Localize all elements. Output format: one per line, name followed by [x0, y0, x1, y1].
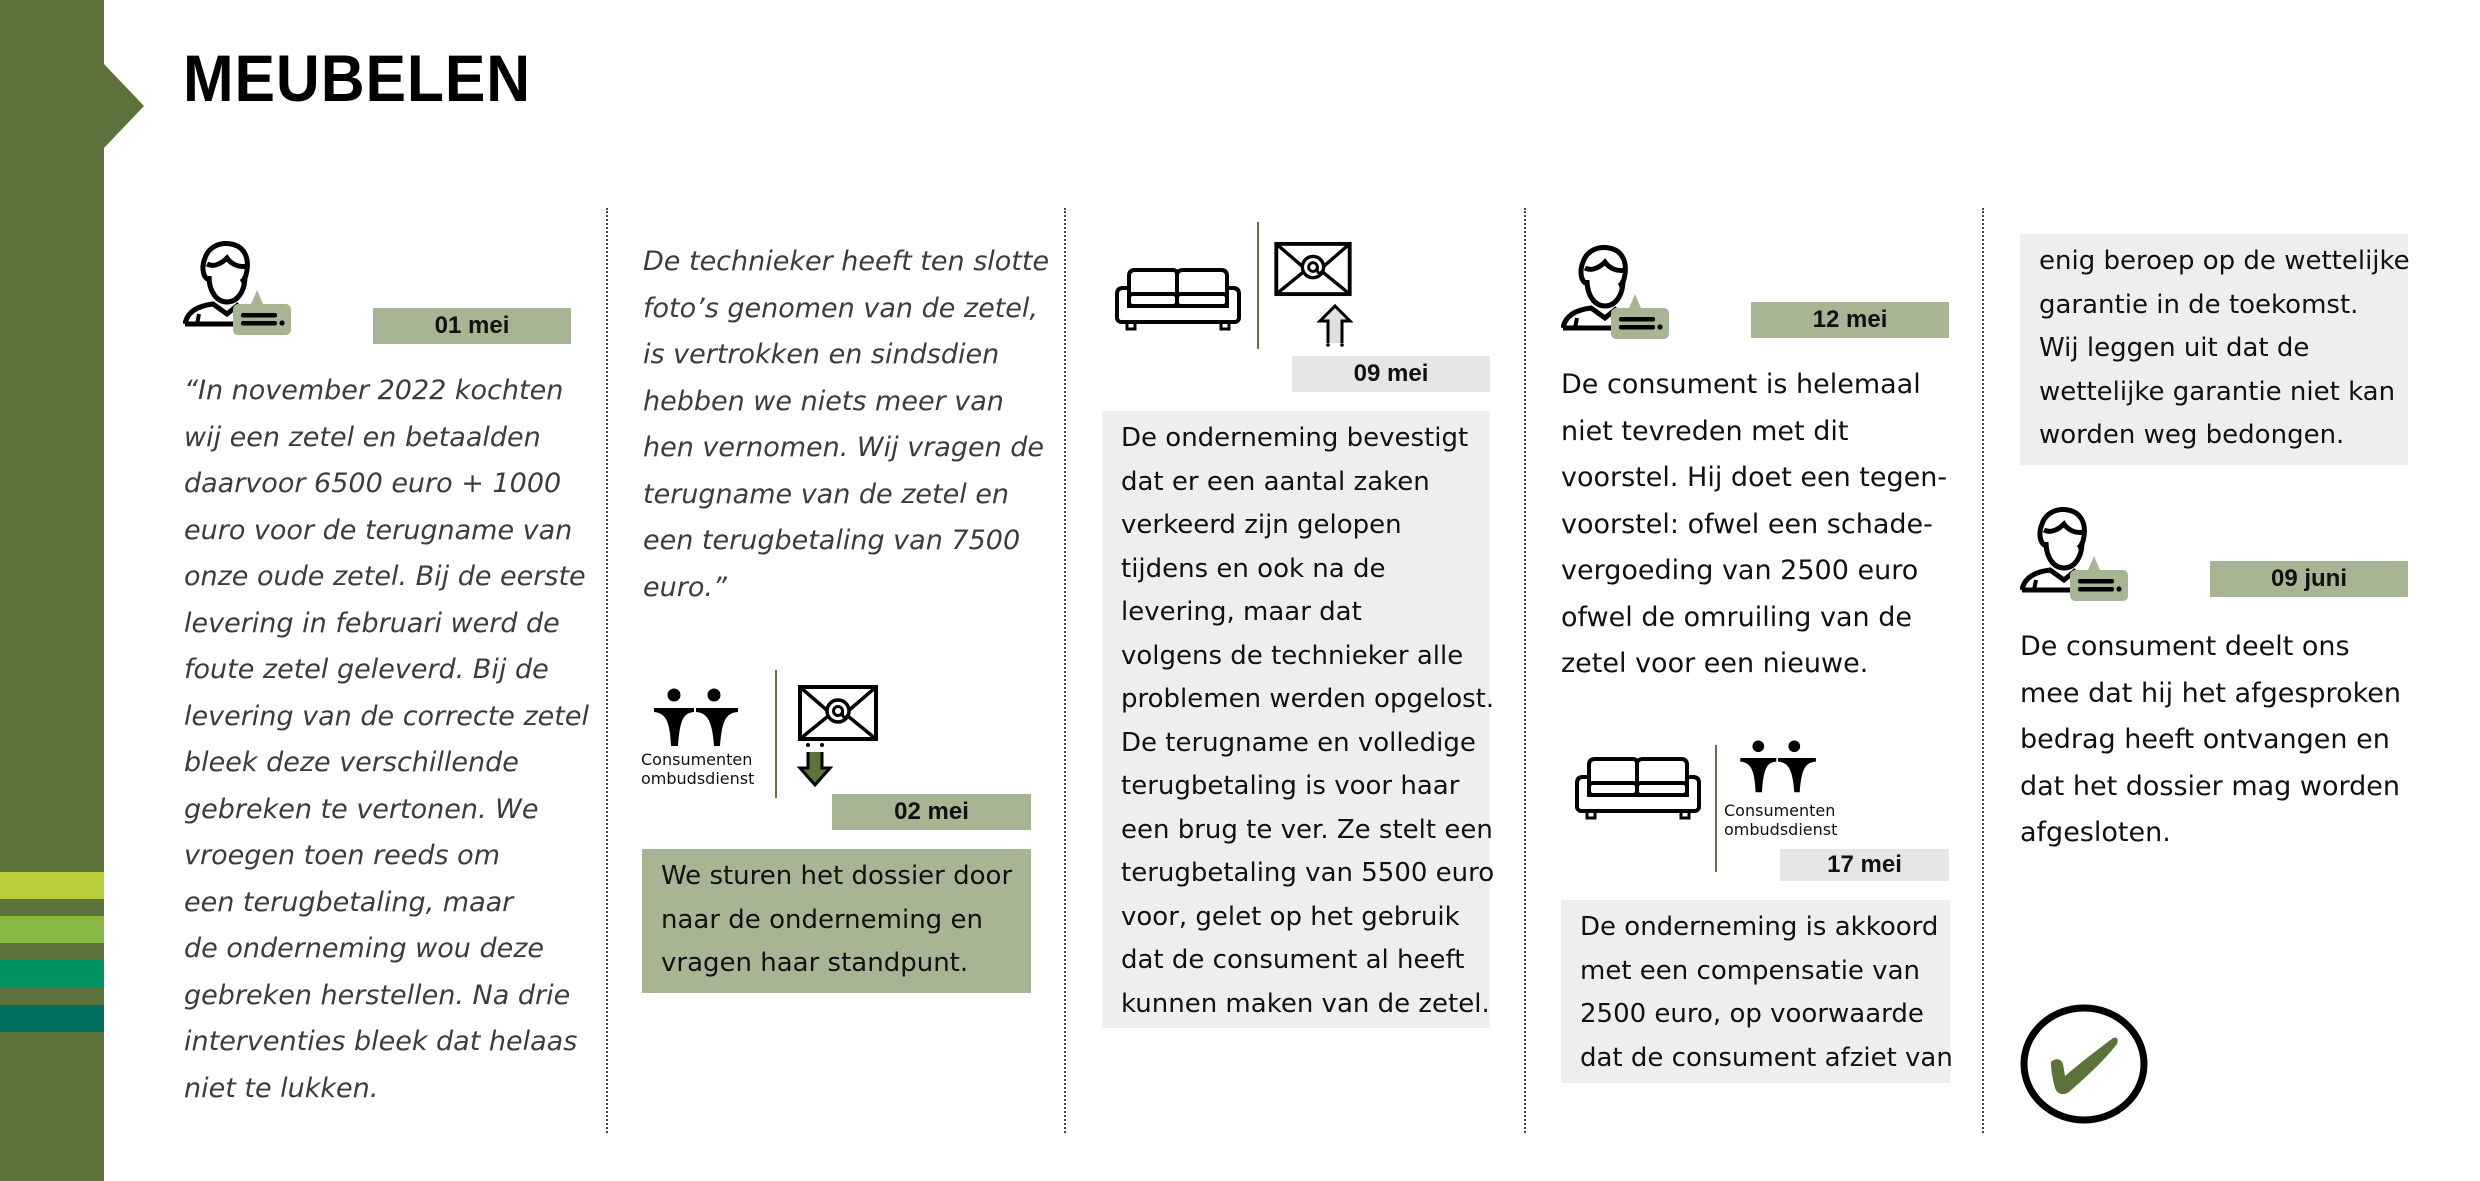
column-divider [1064, 208, 1066, 1133]
date-badge: 02 mei [832, 794, 1031, 830]
text-line: bedrag heeft ontvangen en [2020, 724, 2390, 755]
text-line: wettelijke garantie niet kan [2039, 376, 2396, 407]
text-line: terugbetaling is voor haar [1121, 771, 1460, 801]
text-line: naar de onderneming en [661, 904, 983, 935]
consumer-quote-continued [643, 239, 1049, 611]
logo-line: ombudsdienst [641, 769, 755, 788]
text-line: kunnen maken van de zetel. [1121, 988, 1490, 1019]
column-divider [1524, 208, 1526, 1133]
sidebar-band [0, 0, 104, 1181]
text-line: afgesloten. [2020, 817, 2171, 848]
text-line: 2500 euro, op voorwaarde [1580, 999, 1924, 1029]
logo-line: ombudsdienst [1724, 820, 1838, 839]
text-line: hen vernomen. Wij vragen de [643, 432, 1045, 463]
text-line: We sturen het dossier door [661, 861, 1013, 891]
sofa-icon [1573, 755, 1703, 821]
text-line: terugname van de zetel en [643, 478, 1010, 510]
text-line: hebben we niets meer van [643, 385, 1004, 417]
text-line: dat het dossier mag worden [2020, 770, 2400, 802]
text-line: dat er een aantal zaken [1121, 466, 1430, 497]
text-line: met een compensatie van [1580, 955, 1920, 986]
check-circle-icon [2019, 1000, 2149, 1130]
person-speech-icon [1561, 244, 1671, 340]
text-line: interventies bleek dat helaas [184, 1026, 578, 1057]
text-line: wij een zetel en betaalden [184, 421, 541, 453]
text-line: niet tevreden met dit [1561, 415, 1849, 447]
text-line: is vertrokken en sindsdien [643, 339, 1000, 370]
ombudsdienst-logo-icon [652, 688, 742, 748]
onderneming-agreement-continued [2020, 234, 2408, 465]
consumer-counterproposal [1561, 362, 1947, 688]
text-line: tijdens en ook na de [1121, 553, 1386, 584]
text-line: foto’s genomen van de zetel, [643, 292, 1038, 324]
column-divider [606, 208, 608, 1133]
title-arrow-marker [104, 64, 144, 148]
text-line: De onderneming bevestigt [1121, 423, 1469, 453]
text-line: een terugbetaling van 7500 [643, 525, 1021, 556]
date-badge: 01 mei [373, 308, 571, 344]
text-line: daarvoor 6500 euro + 1000 [184, 468, 562, 499]
page-title: MEUBELEN [183, 41, 532, 115]
text-line: onze oude zetel. Bij de eerste [184, 561, 586, 592]
text-line: de onderneming wou deze [184, 933, 545, 964]
text-line: vergoeding van 2500 euro [1561, 555, 1919, 586]
arrow-down-icon [797, 742, 833, 788]
text-line: bleek deze verschillende [184, 747, 519, 778]
sidebar-stripe-2 [0, 916, 104, 943]
date-badge: 17 mei [1780, 849, 1949, 881]
logo-line: Consumenten [1724, 801, 1836, 820]
sidebar-stripe-4 [0, 1005, 104, 1032]
text-line: niet te lukken. [184, 1072, 379, 1104]
text-line: vroegen toen reeds om [184, 840, 500, 871]
ombudsdienst-logo-icon [1734, 740, 1824, 794]
text-line: ofwel de omruiling van de [1561, 601, 1912, 633]
text-line: levering van de correcte zetel [184, 700, 589, 732]
text-line: verkeerd zijn gelopen [1121, 510, 1402, 540]
icon-separator [1715, 745, 1717, 872]
ombudsdienst-logo-text [1724, 801, 1837, 839]
sofa-icon [1113, 266, 1243, 332]
icon-separator [1257, 222, 1259, 349]
ombudsdienst-message [642, 849, 1031, 993]
text-line: zetel voor een nieuwe. [1561, 648, 1869, 679]
consumer-closing-message [2020, 624, 2401, 857]
text-line: voorstel: ofwel een schade- [1561, 508, 1933, 540]
text-line: gebreken herstellen. Na drie [184, 979, 571, 1011]
text-line: De consument is helemaal [1561, 369, 1921, 400]
text-line: garantie in de toekomst. [2039, 289, 2359, 320]
text-line: voorstel. Hij doet een tegen- [1561, 462, 1948, 493]
text-line: problemen werden opgelost. [1121, 684, 1495, 714]
arrow-up-icon [1317, 303, 1353, 347]
text-line: De technieker heeft ten slotte [643, 246, 1050, 277]
text-line: dat de consument afziet van [1580, 1042, 1953, 1073]
text-line: een brug te ver. Ze stelt een [1121, 814, 1493, 845]
sidebar-stripe-1 [0, 872, 104, 899]
text-line: euro voor de terugname van [184, 514, 573, 546]
email-at-icon [797, 684, 879, 742]
date-badge: 09 juni [2210, 561, 2408, 597]
text-line: euro.” [643, 571, 727, 603]
logo-line: Consumenten [641, 750, 753, 769]
text-line: De terugname en volledige [1121, 727, 1476, 758]
text-line: mee dat hij het afgesproken [2020, 677, 2401, 709]
text-line: terugbetaling van 5500 euro [1121, 858, 1495, 888]
onderneming-message [1102, 411, 1495, 1028]
text-line: een terugbetaling, maar [184, 886, 514, 918]
text-line: “In november 2022 kochten [184, 375, 564, 406]
ombudsdienst-logo-text [641, 750, 754, 788]
text-line: worden weg bedongen. [2039, 420, 2345, 450]
text-line: foute zetel geleverd. Bij de [184, 654, 549, 685]
text-line: gebreken te vertonen. We [184, 793, 539, 825]
icon-separator [775, 670, 777, 798]
text-line: De onderneming is akkoord [1580, 912, 1939, 942]
text-line: Wij leggen uit dat de [2039, 333, 2310, 363]
text-line: levering, maar dat [1121, 597, 1362, 627]
person-speech-icon [183, 240, 293, 336]
text-line: levering in februari werd de [184, 607, 560, 639]
email-at-icon [1273, 241, 1353, 297]
consumer-quote [184, 368, 589, 1112]
text-line: De consument deelt ons [2020, 631, 2350, 662]
text-line: enig beroep op de wettelijke [2039, 246, 2410, 276]
date-badge: 09 mei [1292, 356, 1490, 392]
person-speech-icon [2020, 506, 2130, 602]
text-line: voor, gelet op het gebruik [1121, 901, 1460, 932]
text-line: volgens de technieker alle [1121, 640, 1464, 671]
column-divider [1982, 208, 1984, 1133]
text-line: dat de consument al heeft [1121, 945, 1465, 975]
date-badge: 12 mei [1751, 302, 1949, 338]
onderneming-agreement [1561, 900, 1953, 1083]
sidebar-stripe-3 [0, 960, 104, 987]
text-line: vragen haar standpunt. [661, 948, 969, 978]
